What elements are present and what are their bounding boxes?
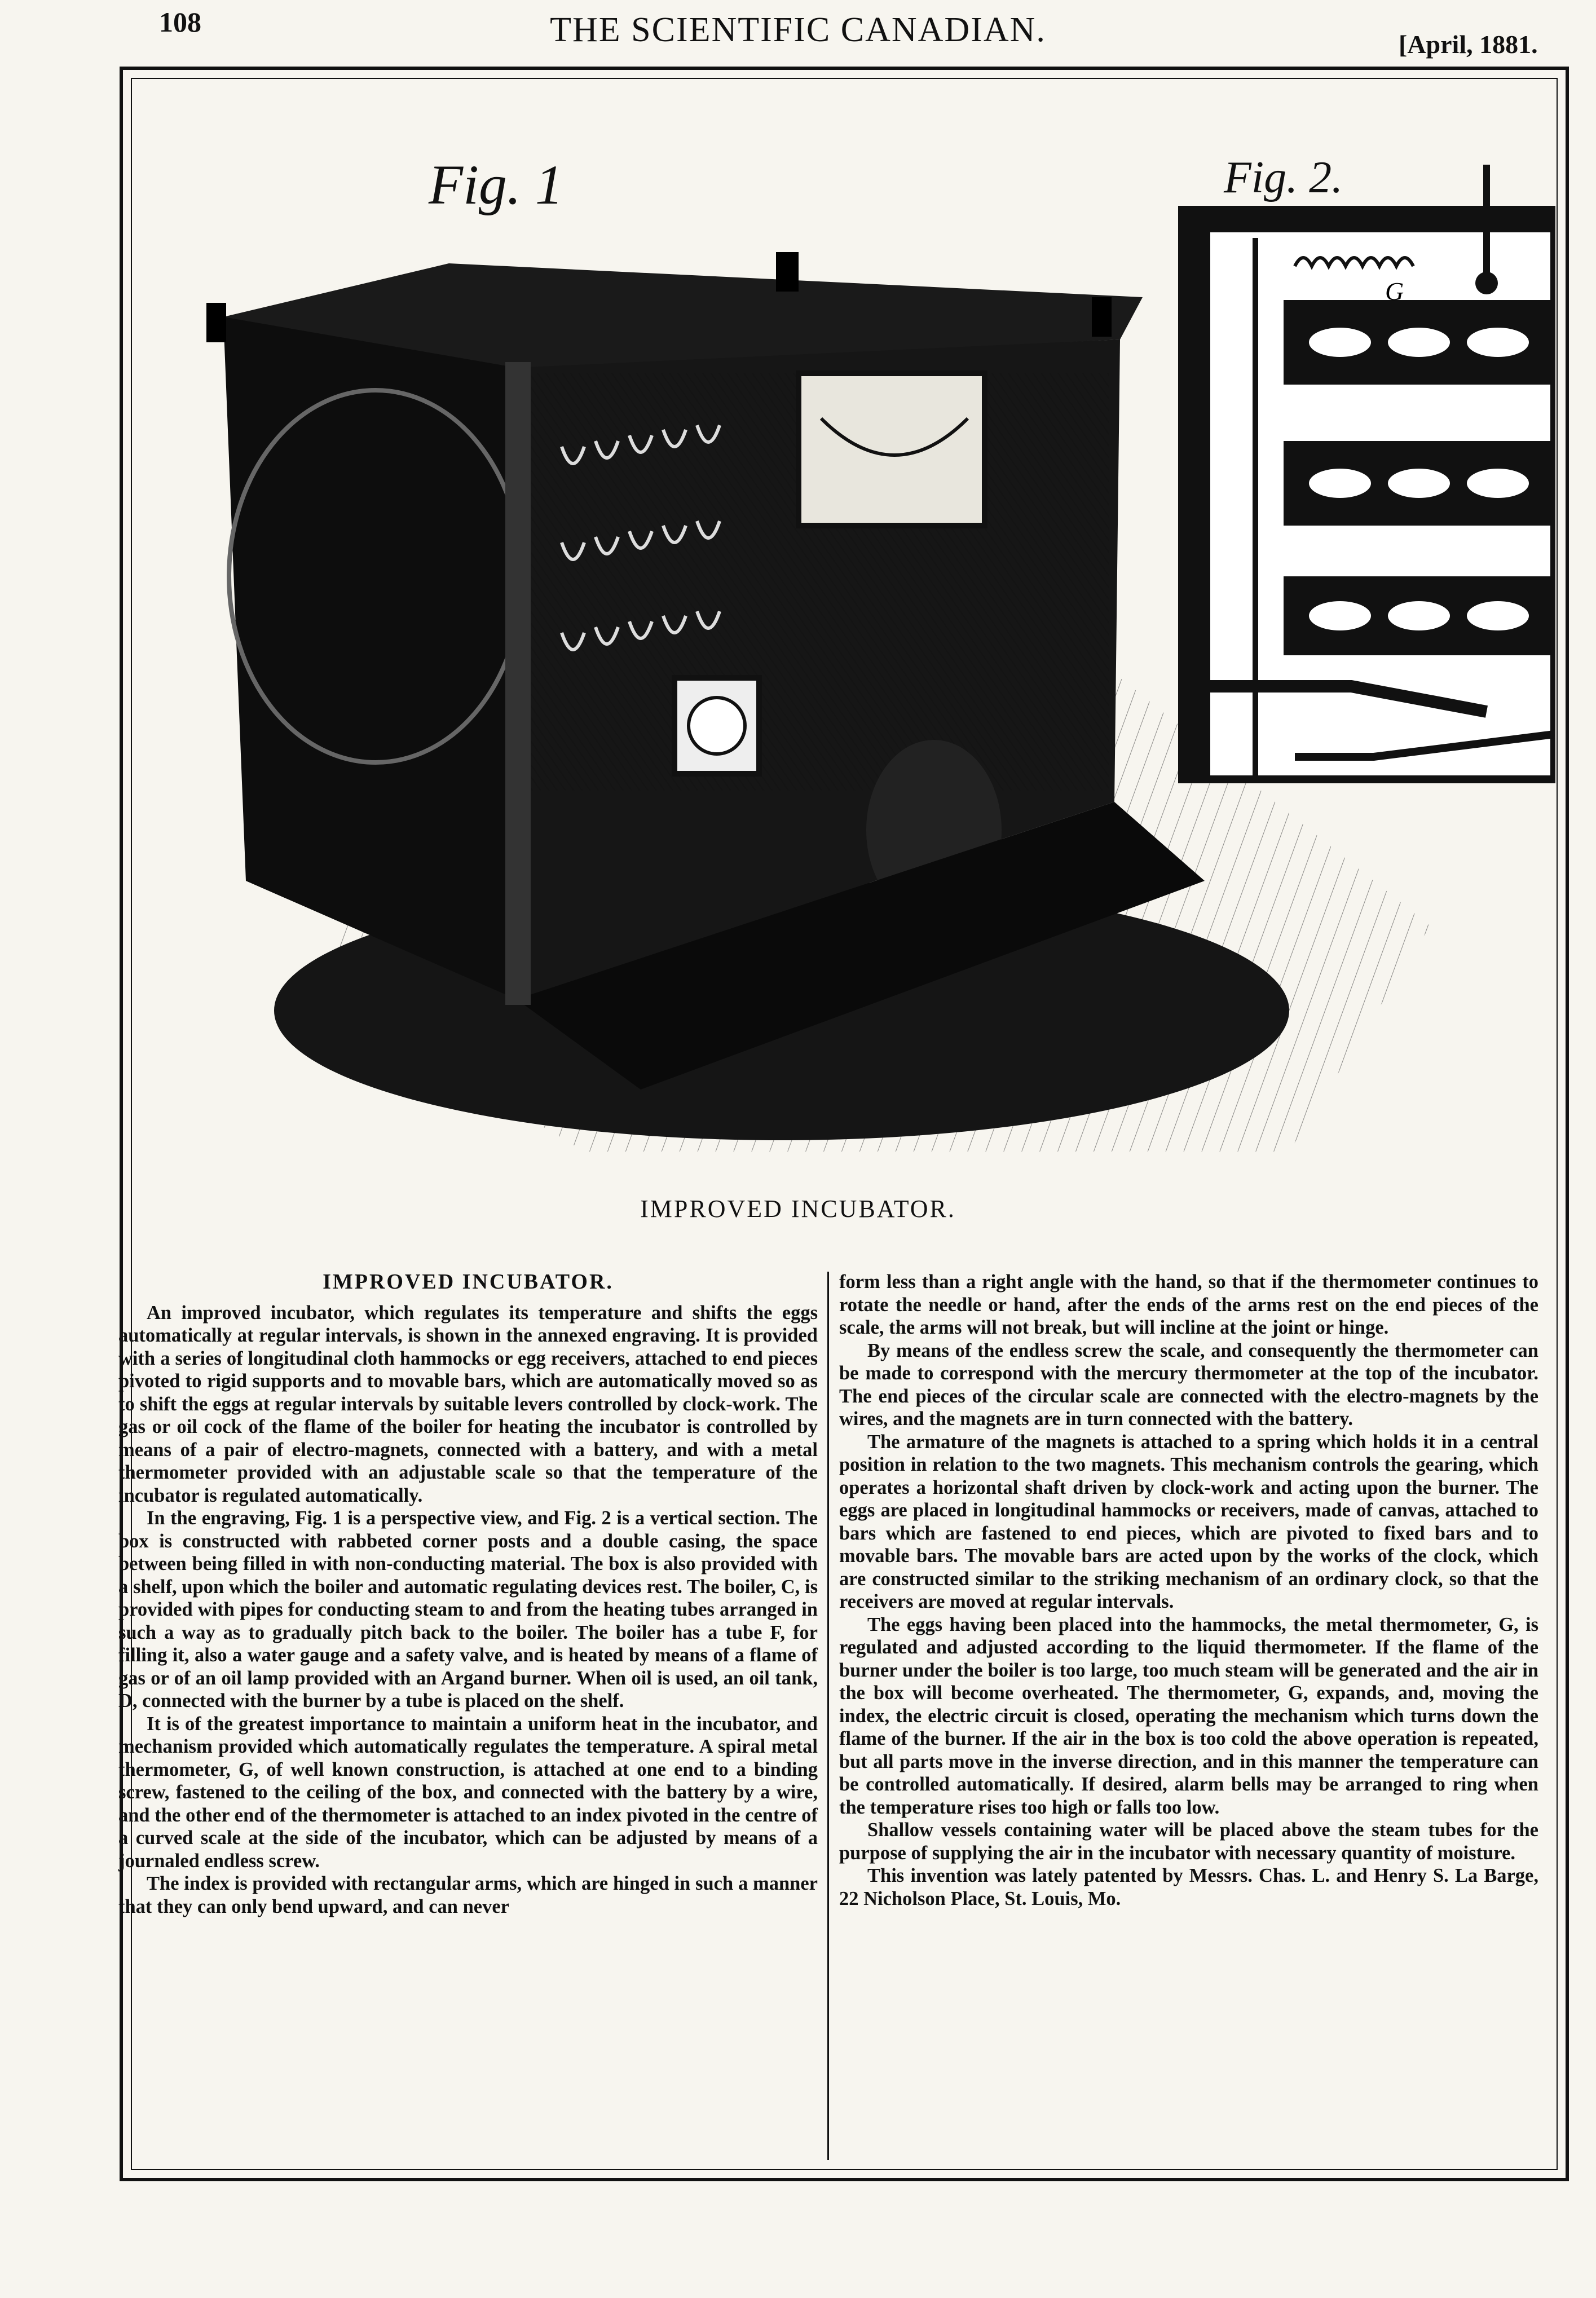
corner-post-top-back <box>776 252 799 292</box>
article-paragraph: The armature of the magnets is attached to a spring which holds it in a central position in relation to the two magnets. This mechanism controls the gearing, which operates a horizontal shaft driven by clock-work and acting upon the burner. The eggs are placed in longitudinal hammocks or receivers, made of canvas, attached to bars which are fastened to end pieces, which are pivoted to fixed bars and to movable bars. The movable bars are acted upon by the works of the clock, which are constructed similar to the striking mechanism of an ordinary clock, so that the receivers are moved at regular intervals. <box>839 1431 1538 1612</box>
corner-post-top-right <box>1092 297 1112 337</box>
thermometer-letter-g: G <box>1385 277 1404 306</box>
section-left-wall <box>1182 210 1210 779</box>
article-paragraph: The index is provided with rectangular arms, which are hinged in such a manner that they can only bend upward, and can never <box>118 1873 818 1917</box>
clock-face <box>689 698 745 754</box>
masthead: THE SCIENTIFIC CANADIAN. <box>550 11 1046 49</box>
fig2-label: Fig. 2. <box>1224 153 1343 202</box>
incubator-side-panel <box>223 317 517 999</box>
thermometer-scale-window <box>799 373 985 526</box>
article-paragraph: By means of the endless screw the scale, and consequently the thermometer can be made to correspond with the mercury thermometer at the top of the incubator. The end pieces of the circular scale are connected with the electro-magnets by the wires, and the magnets are in turn connected with the battery. <box>839 1339 1538 1430</box>
illustration-caption: IMPROVED INCUBATOR. <box>640 1195 956 1223</box>
article-paragraph: This invention was lately patented by Messrs. Chas. L. and Henry S. La Barge, 22 Nicholson Place, St. Louis, Mo. <box>839 1865 1538 1909</box>
article-left-column <box>118 1271 818 1918</box>
article-paragraph: An improved incubator, which regulates its temperature and shifts the eggs automatically at regular intervals, is shown in the annexed engraving. It is provided with a series of longitudinal cloth hammocks or egg receivers, attached to end pieces pivoted to rigid supports and to movable bars, which are automatically moved so as to shift the eggs at regular intervals by suitable levers controlled by clock-work. The gas or oil cock of the flame of the boiler for heating the incubator is controlled by means of a pair of electro-magnets, connected with a battery, and with a metal thermometer provided with an adjustable scale so that the temperature of the incubator is regulated automatically. <box>118 1302 818 1506</box>
corner-post-top-left <box>206 303 226 342</box>
article-paragraph: In the engraving, Fig. 1 is a perspective view, and Fig. 2 is a vertical section. The box is constructed with rabbeted corner posts and a double casing, the space between being filled in with non-conducting material. The box is also provided with a shelf, upon which the boiler and automatic regulating devices rest. The boiler, C, is provided with pipes for conducting steam to and from the heating tubes arranged in such a way as to gradually pitch back to the boiler. The boiler has a tube F, for filling it, also a water gauge and a safety valve, and is heated by means of a flame of gas or of an oil lamp provided with an Argand burner. When oil is used, an oil tank, D, connected with the burner by a tube is placed on the shelf. <box>118 1507 818 1712</box>
section-top-wall <box>1182 210 1554 232</box>
thermometer-bulb <box>1475 272 1498 294</box>
article-paragraph: The eggs having been placed into the hammocks, the metal thermometer, G, is regulated and adjusted according to the liquid thermometer. If the flame of the burner under the boiler is too large, too much steam will be generated and the air in the box will become overheated. The thermometer, G, expands, and, moving the index, the electric circuit is closed, operating the mechanism which turns down the flame of the burner. If the air in the box is too cold the above operation is repeated, but all parts move in the inverse direction, and in this manner the temperature can be controlled automatically. If desired, alarm bells may be arranged to ring when the temperature rises too high or falls too low. <box>839 1613 1538 1818</box>
column-divider <box>827 1272 829 2160</box>
article-paragraph: Shallow vessels containing water will be placed above the steam tubes for the purpose of supplying the air in the incubator with necessary quantity of moisture. <box>839 1819 1538 1864</box>
article-paragraph: form less than a right angle with the hand, so that if the thermometer continues to rotate the needle or hand, after the ends of the arms rest on the end pieces of the scale, the arms will not break, but will incline at the joint or hinge. <box>839 1271 1538 1338</box>
corner-post-front <box>505 362 531 1005</box>
article-heading: IMPROVED INCUBATOR. <box>323 1270 614 1294</box>
article-paragraph: It is of the greatest importance to maintain a uniform heat in the incubator, and mechanism provided which automatically regulates the temperature. A spiral metal thermometer, G, of well known construction, is attached at one end to a binding screw, fastened to the ceiling of the box, and connected with the battery by a wire, and the other end of the thermometer is attached to an index pivoted in the centre of a curved scale at the side of the incubator, which can be adjusted by means of a journaled endless screw. <box>118 1713 818 1872</box>
incubator-engraving <box>133 80 1555 1253</box>
article-right-column <box>839 1271 1538 1910</box>
fig1-label: Fig. 1 <box>429 153 563 216</box>
page-number: 108 <box>159 6 201 38</box>
issue-date: [April, 1881. <box>1399 30 1538 59</box>
fig2-section-drawing <box>1182 165 1554 779</box>
